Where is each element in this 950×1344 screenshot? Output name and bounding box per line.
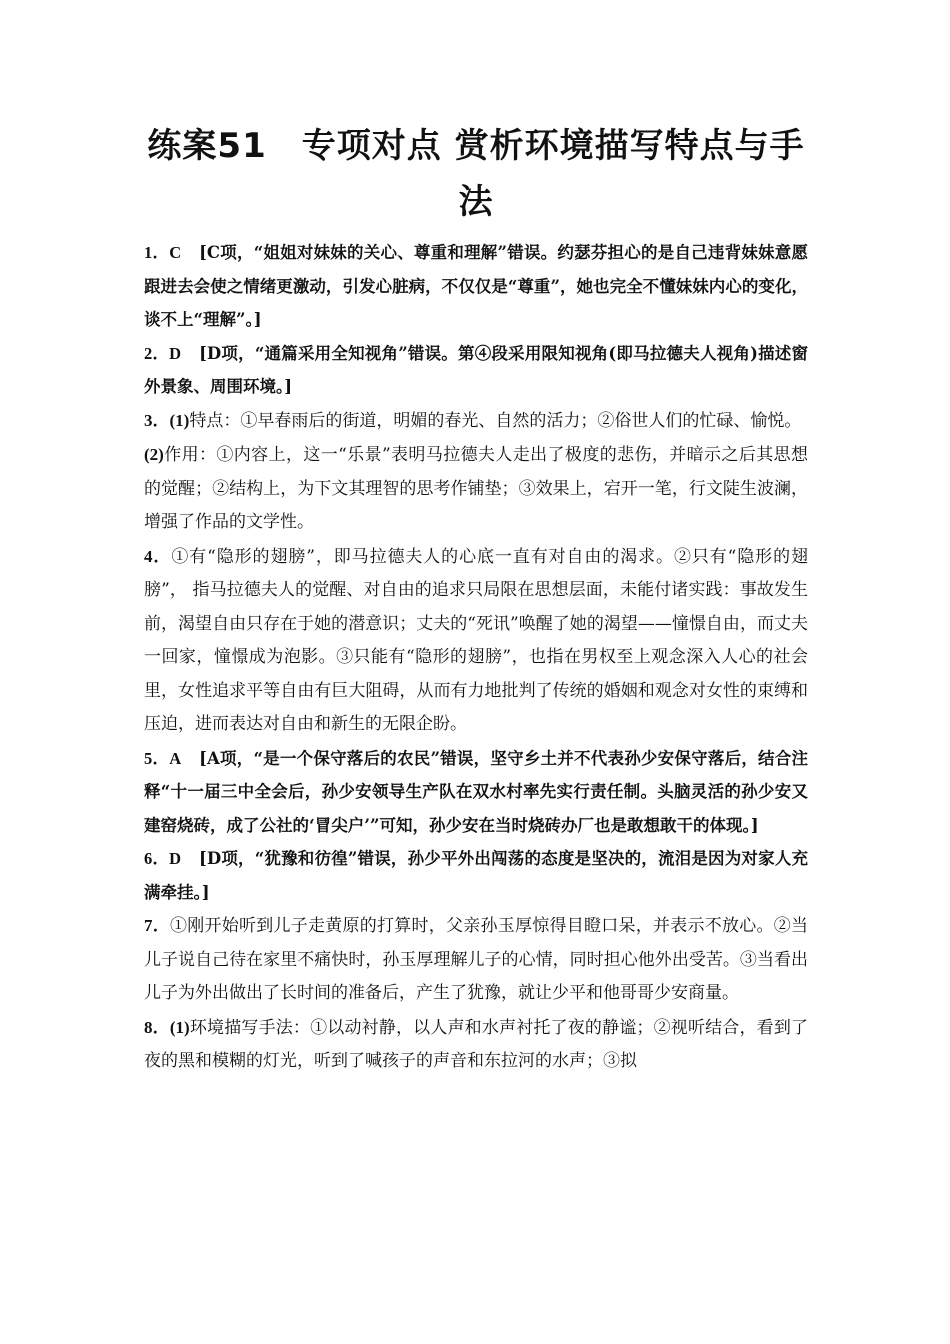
- answer-number: 3．: [144, 410, 170, 430]
- answer-text: [C项，“姐姐对妹妹的关心、尊重和理解”错误。约瑟芬担心的是自己违背妹妹意愿跟进去会使之情绪更激动，引发心脏病，不仅仅是“尊重”，她也完全不懂妹妹内心的变化，谈不上“理解”。]: [144, 243, 808, 329]
- answer-number: 5．A: [144, 748, 182, 768]
- answer-text: ①刚开始听到儿子走黄原的打算时，父亲孙玉厚惊得目瞪口呆，并表示不放心。②当儿子说自己待在家里不痛快时，孙玉厚理解儿子的心情，同时担心他外出受苦。③当看出儿子为外出做出了长时间的准备后，产生了犹豫，就让少平和他哥哥少安商量。: [144, 916, 808, 1003]
- answer-text: [D项，“通篇采用全知视角”错误。第④段采用限知视角(即马拉德夫人视角)描述窗外景象、周围环境。]: [144, 343, 808, 396]
- page-title: 练案51 专项对点 赏析环境描写特点与手法: [147, 126, 805, 222]
- sub-question-label: (2): [144, 445, 164, 464]
- answer-8: [144, 1011, 808, 1079]
- answer-text: ①有“隐形的翅膀”，即马拉德夫人的心底一直有对自由的渴求。②只有“隐形的翅膀”， 指马拉德夫人的觉醒、对自由的追求只局限在思想层面，未能付诸实践：事故发生前，渴望自由只存在于她的潜意识；丈夫的“死讯”唤醒了她的渴望——憧憬自由，而丈夫一回家，憧憬成为泡影。③只能有“隐形的翅膀”，也指在男权至上观念深入人心的社会里，女性追求平等自由有巨大阻碍，从而有力地批判了传统的婚姻和观念对女性的束缚和压迫，进而表达对自由和新生的无限企盼。: [144, 546, 808, 734]
- sub-question-label: (1): [169, 410, 190, 430]
- answer-text: [D项，“犹豫和彷徨”错误，孙少平外出闯荡的态度是坚决的，流泪是因为对家人充满牵挂。]: [144, 849, 808, 902]
- answer-number: 4．: [144, 546, 172, 566]
- answer-number: 6．D: [144, 849, 182, 868]
- answer-7: [144, 909, 808, 1011]
- answer-6: [144, 842, 808, 909]
- answer-number: 8．: [144, 1017, 170, 1037]
- answer-text: [A项，“是一个保守落后的农民”错误，坚守乡土并不代表孙少安保守落后，结合注释“十一届三中全会后，孙少安领导生产队在双水村率先实行责任制。头脑灵活的孙少安又建窑烧砖，成了公社的‘冒尖户’”可知，孙少安在当时烧砖办厂也是敢想敢干的体现。]: [144, 748, 809, 835]
- answer-number: 1．C: [144, 243, 182, 262]
- answer-text: 作用：①内容上，这一“乐景”表明马拉德夫人走出了极度的悲伤，并暗示之后其思想的觉醒；②结构上，为下文其理智的思考作铺垫；③效果上，宕开一笔，行文陡生波澜，增强了作品的文学性。: [144, 445, 808, 532]
- answer-number: 7．: [144, 916, 170, 935]
- answer-text: 特点：①早春雨后的街道，明媚的春光、自然的活力；②俗世人们的忙碌、愉悦。: [189, 410, 802, 431]
- sub-question-label: (1): [169, 1017, 190, 1037]
- answer-3-part-1: [144, 404, 808, 439]
- answer-number: 2．D: [144, 343, 182, 363]
- document-page: [144, 118, 808, 1079]
- answer-2: [144, 337, 808, 404]
- answer-1: [144, 236, 808, 337]
- answer-text: 环境描写手法：①以动衬静，以人声和水声衬托了夜的静谧；②视听结合，看到了夜的黑和模糊的灯光，听到了喊孩子的声音和东拉河的水声；③拟: [144, 1017, 809, 1071]
- answer-5: [144, 742, 808, 843]
- answer-3-part-2: [144, 438, 808, 540]
- answer-4: [144, 540, 808, 742]
